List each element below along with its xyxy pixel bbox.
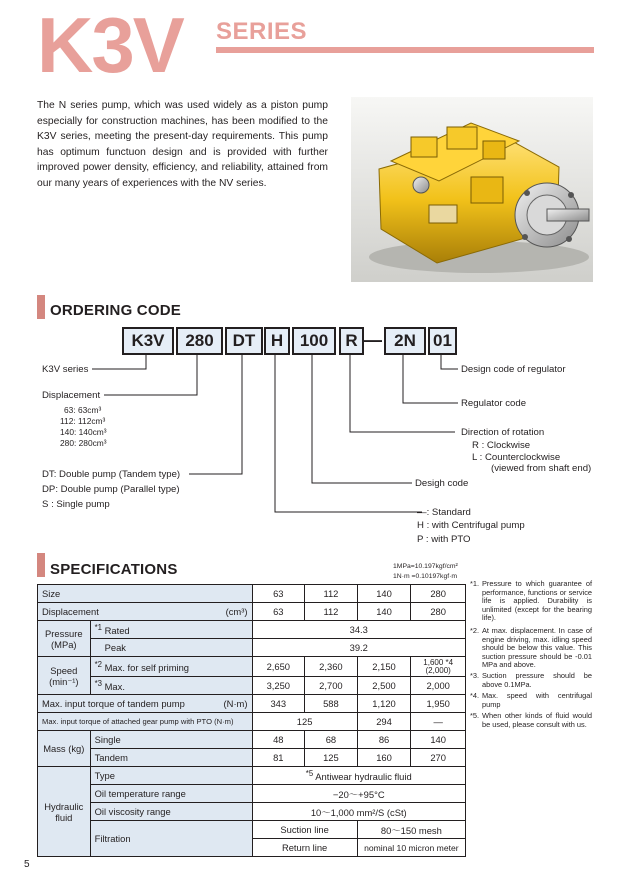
table-cell: 125 — [252, 713, 357, 731]
option-pto: P : with PTO — [417, 534, 471, 545]
code-box-series: K3V — [122, 327, 174, 355]
table-cell: −20～+95°C — [252, 785, 466, 803]
table-cell: 80～150 mesh — [357, 821, 465, 839]
footnote-mark: *1 — [94, 622, 103, 632]
unit-label: (N·m) — [214, 717, 234, 726]
footnote — [470, 692, 592, 709]
table-cell: 280 — [411, 585, 466, 603]
table-row — [38, 585, 466, 603]
row-label — [90, 677, 252, 695]
code-box-design: 100 — [292, 327, 336, 355]
row-label — [38, 695, 253, 713]
row-label: Oil temperature range — [90, 785, 252, 803]
specifications-heading: SPECIFICATIONS — [50, 561, 178, 578]
table-cell: 280 — [411, 603, 466, 621]
table-cell: Return line — [252, 839, 357, 857]
rotation-counterclockwise: L : Counterclockwise — [472, 452, 561, 463]
series-label: SERIES — [216, 18, 308, 45]
row-label: Oil viscosity range — [90, 803, 252, 821]
row-label: Size — [38, 585, 253, 603]
footnote-key: *4. — [470, 691, 480, 700]
table-cell: 63 — [252, 603, 305, 621]
table-row — [38, 621, 466, 639]
rotation-note: (viewed from shaft end) — [491, 463, 592, 474]
table-cell: 160 — [357, 749, 411, 767]
table-cell: 10～1,000 mm²/S (cSt) — [252, 803, 466, 821]
footnote-text: Max. speed with centrifugal pump — [482, 691, 592, 709]
row-label: Peak — [90, 639, 252, 657]
footnote-text: When other kinds of fluid would be used, please consult with us. — [482, 711, 592, 729]
code-box-displacement: 280 — [176, 327, 223, 355]
displacement-63: 63: 63cm³ — [64, 405, 102, 415]
row-group-label: Speed (min⁻¹) — [38, 657, 91, 695]
table-cell: — — [411, 713, 466, 731]
type-dp: DP: Double pump (Parallel type) — [42, 484, 180, 495]
cell-text: Antiwear hydraulic fluid — [315, 771, 412, 783]
code-box-option: H — [264, 327, 290, 355]
footnote-text: Suction pressure should be above 0.1MPa. — [482, 671, 592, 689]
row-group-label: Pressure (MPa) — [38, 621, 91, 657]
table-cell: 34.3 — [252, 621, 466, 639]
label-rotation: Direction of rotation — [461, 427, 545, 438]
table-row — [38, 749, 466, 767]
table-cell: 3,250 — [252, 677, 305, 695]
table-row — [38, 677, 466, 695]
page-number: 5 — [24, 859, 30, 870]
footnote-key: *1. — [470, 579, 480, 588]
footnote-mark: *3 — [94, 678, 103, 688]
footnote-mark: *2 — [94, 659, 103, 669]
displacement-140: 140: 140cm³ — [60, 427, 107, 437]
row-label — [90, 657, 252, 677]
series-title: K3V — [37, 1, 183, 89]
table-cell: 588 — [305, 695, 358, 713]
row-label-text: Max. — [104, 681, 125, 693]
row-label: Type — [90, 767, 252, 785]
table-cell: 125 — [305, 749, 358, 767]
footnote-text: Pressure to which guarantee of performance, functions or service life is applied. Durability is unlimited (except for the bearing life). — [482, 579, 592, 623]
table-row — [38, 767, 466, 785]
label-displacement: Displacement — [42, 390, 101, 401]
label-k3v-series: K3V series — [42, 364, 89, 375]
footnote-text: At max. displacement. In case of engine driving, max. idling speed should be below this value. This suction pressure should be -0.01 MPa and above. — [482, 626, 592, 670]
table-cell: 48 — [252, 731, 305, 749]
option-centrifugal: H : with Centrifugal pump — [417, 520, 525, 531]
code-box-rotation: R — [339, 327, 364, 355]
unit-note-mpa: 1MPa=10.197kgf/cm² — [393, 563, 458, 570]
table-cell: 140 — [357, 585, 411, 603]
table-row — [38, 731, 466, 749]
code-box-regulator: 2N — [384, 327, 426, 355]
row-label-text: Max. for self priming — [104, 662, 190, 674]
table-cell: 86 — [357, 731, 411, 749]
table-cell: 63 — [252, 585, 305, 603]
section-marker — [37, 553, 45, 577]
table-row — [38, 603, 466, 621]
table-cell: 39.2 — [252, 639, 466, 657]
table-cell: 343 — [252, 695, 305, 713]
label-regulator-code: Regulator code — [461, 398, 527, 409]
row-label-text: Max. input torque of tandem pump — [42, 698, 185, 709]
footnote — [470, 627, 592, 670]
footnote — [470, 672, 592, 689]
code-box-type: DT — [225, 327, 263, 355]
table-cell: 270 — [411, 749, 466, 767]
table-cell: Suction line — [252, 821, 357, 839]
table-row — [38, 639, 466, 657]
type-s: S : Single pump — [42, 499, 110, 510]
footnote-mark: *5 — [305, 768, 314, 778]
row-label-text: Rated — [104, 625, 130, 637]
footnote-key: *5. — [470, 711, 480, 720]
row-group-label: Mass (kg) — [38, 731, 91, 767]
table-row — [38, 657, 466, 677]
row-label: Single — [90, 731, 252, 749]
specifications-table — [37, 584, 466, 857]
table-row — [38, 821, 466, 839]
label-regulator-design: Design code of regulator — [461, 364, 566, 375]
table-row — [38, 803, 466, 821]
table-row — [38, 785, 466, 803]
row-label — [90, 621, 252, 639]
table-cell: 2,650 — [252, 657, 305, 677]
row-group-label: Hydraulic fluid — [38, 767, 91, 857]
footnote-key: *3. — [470, 671, 480, 680]
intro-paragraph: The N series pump, which was used widely as a piston pump especially for construction machines, has been modified to the K3V series, meeting the present-day requirements. This pump has optimum functuon design and is provided with further improved power density, efficiency, and reliability, attained from our many years of experiences with the NV series. — [37, 100, 328, 189]
type-dt: DT: Double pump (Tandem type) — [42, 469, 181, 480]
footnote — [470, 712, 592, 729]
option-standard: —: Standard — [417, 507, 471, 518]
table-cell: 2,360 — [305, 657, 358, 677]
rotation-clockwise: R : Clockwise — [472, 440, 531, 451]
label-design-code: Desigh code — [415, 478, 469, 489]
ordering-heading: ORDERING CODE — [50, 302, 181, 319]
table-cell: 112 — [305, 603, 358, 621]
table-cell: nominal 10 micron meter — [357, 839, 465, 857]
table-cell: 1,120 — [357, 695, 411, 713]
row-label — [38, 603, 253, 621]
unit-label: (N·m) — [223, 698, 248, 709]
table-cell: 2,700 — [305, 677, 358, 695]
table-cell: 68 — [305, 731, 358, 749]
row-label: Filtration — [90, 821, 252, 857]
displacement-112: 112: 112cm³ — [60, 416, 106, 426]
table-cell: 81 — [252, 749, 305, 767]
row-label-text: Displacement — [42, 606, 99, 617]
code-box-regulator-design: 01 — [428, 327, 457, 355]
row-label — [38, 713, 253, 731]
table-cell: 2,500 — [357, 677, 411, 695]
footnote — [470, 580, 592, 623]
table-row — [38, 695, 466, 713]
displacement-280: 280: 280cm³ — [60, 438, 107, 448]
footnote-key: *2. — [470, 626, 480, 635]
table-cell: 2,150 — [357, 657, 411, 677]
unit-label: (cm³) — [225, 606, 248, 617]
unit-note-nm: 1N·m =0.10197kgf·m — [393, 573, 458, 580]
table-cell: 140 — [411, 731, 466, 749]
table-cell: 2,000 — [411, 677, 466, 695]
table-cell: 140 — [357, 603, 411, 621]
table-row — [38, 713, 466, 731]
table-cell: 1,950 — [411, 695, 466, 713]
table-cell: 112 — [305, 585, 358, 603]
code-dash: — — [364, 330, 382, 350]
table-cell: 294 — [357, 713, 411, 731]
table-cell — [252, 767, 466, 785]
row-label: Tandem — [90, 749, 252, 767]
row-label-text: Max. input torque of attached gear pump with PTO — [42, 717, 212, 726]
table-cell: 1,600 *4 (2,000) — [411, 657, 466, 677]
